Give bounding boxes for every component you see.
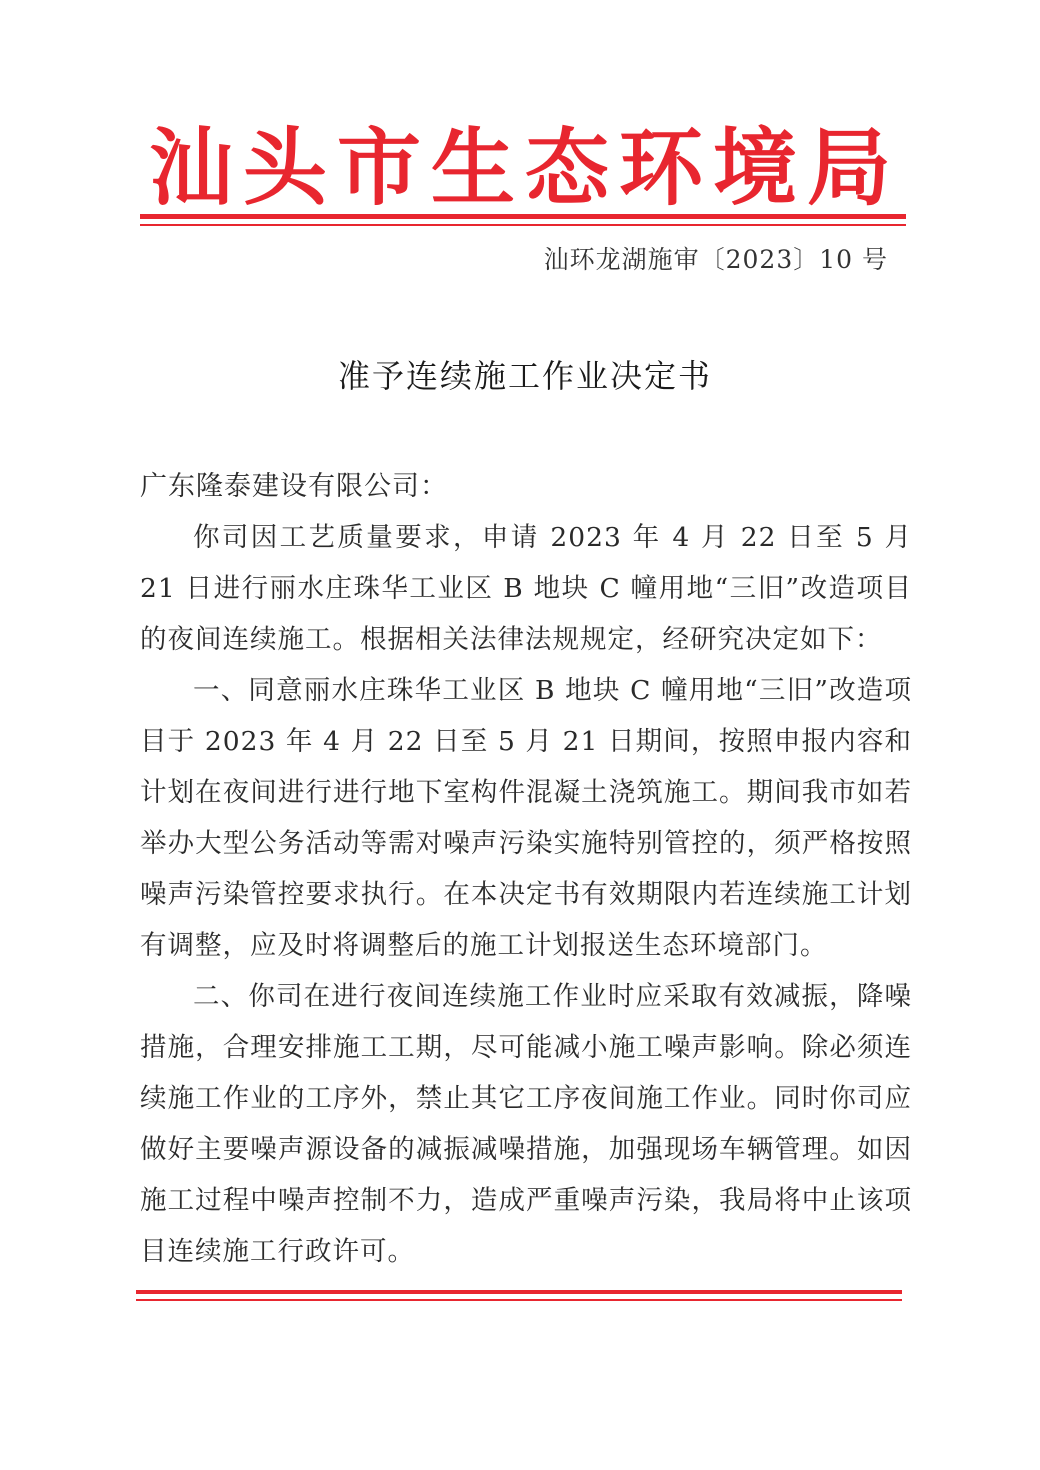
salutation: 广东隆泰建设有限公司： [140,471,448,502]
footer-divider-thin [136,1299,902,1301]
body-paragraph-intro: 你司因工艺质量要求，申请 2023 年 4 月 22 日至 5 月 21 日进行丽水庄珠华工业区 B 地块 C 幢用地“三旧”改造项目的夜间连续施工。根据相关法律法规规定，经研究决定如下： [140,522,912,655]
document-number: 汕环龙湖施审〔2023〕10 号 [543,245,888,274]
body-paragraph-clause-1: 一、同意丽水庄珠华工业区 B 地块 C 幢用地“三旧”改造项目于 2023 年 4 月 22 日至 5 月 21 日期间，按照申报内容和计划在夜间进行进行地下室构件混凝土浇筑施工。期间我市如若举办大型公务活动等需对噪声污染实施特别管控的，须严格按照噪声污染管控要求执行。在本决定书有效期限内若连续施工计划有调整，应及时将调整后的施工计划报送生态环境部门。 [140,675,912,961]
document-body [140,512,912,1277]
body-paragraph-clause-2: 二、你司在进行夜间连续施工作业时应采取有效减振，降噪措施，合理安排施工工期，尽可能减小施工噪声影响。除必须连续施工作业的工序外，禁止其它工序夜间施工作业。同时你司应做好主要噪声源设备的减振减噪措施，加强现场车辆管理。如因施工过程中噪声控制不力，造成严重噪声污染，我局将中止该项目连续施工行政许可。 [140,981,912,1267]
letterhead-divider-thick [140,214,906,219]
agency-letterhead-title: 汕头市生态环境局 [148,118,901,217]
document-title: 准予连续施工作业决定书 [337,357,712,395]
letterhead-divider-thin [140,224,906,226]
footer-divider-thick [136,1290,902,1294]
